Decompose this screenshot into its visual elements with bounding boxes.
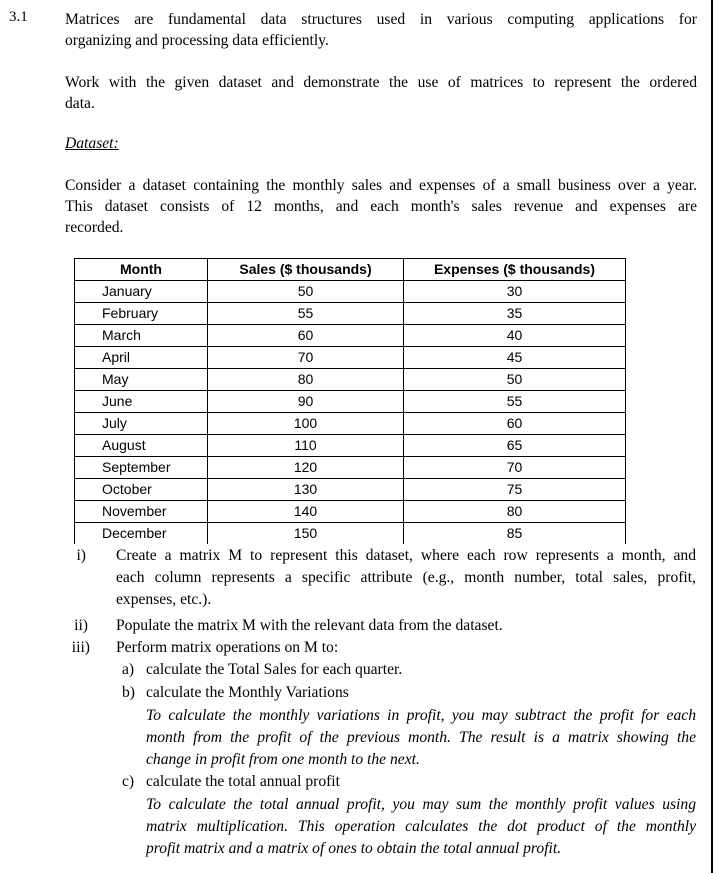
expenses-cell: 45: [404, 347, 626, 369]
table-row: [75, 369, 626, 391]
item-ii-text: Populate the matrix M with the relevant data from the dataset.: [116, 617, 503, 634]
task-paragraph: [65, 72, 697, 114]
subitem-c-note-line: matrix multiplication. This operation calculates the dot product of the monthly: [146, 818, 696, 835]
item-ii-marker: ii): [74, 617, 88, 634]
expenses-cell: 35: [404, 303, 626, 325]
intro-paragraph: [65, 9, 697, 51]
expenses-cell: 60: [404, 413, 626, 435]
dataset-line: recorded.: [65, 219, 124, 236]
table-row: [75, 325, 626, 347]
sales-expenses-table: [74, 258, 626, 544]
task-line: data.: [65, 95, 95, 112]
column-header-sales: Sales ($ thousands): [208, 259, 404, 281]
item-iii-marker: iii): [71, 639, 90, 656]
item-i-line: each column represents a specific attribute (e.g., month number, total sales, profit,: [116, 569, 696, 586]
subitem-a-text: calculate the Total Sales for each quarter.: [146, 661, 403, 678]
dataset-line: Consider a dataset containing the monthly sales and expenses of a small business over a year.: [65, 177, 697, 194]
subitem-b-marker: b): [122, 684, 135, 701]
table-row: [75, 391, 626, 413]
sales-cell: 60: [208, 325, 404, 347]
dataset-description: [65, 175, 697, 238]
expenses-cell: 70: [404, 457, 626, 479]
table-row: [75, 281, 626, 303]
table-row: [75, 501, 626, 523]
question-number: 3.1: [9, 9, 28, 25]
sales-cell: 110: [208, 435, 404, 457]
sales-cell: 50: [208, 281, 404, 303]
table-row: [75, 457, 626, 479]
intro-line: Matrices are fundamental data structures used in various computing applications for: [65, 11, 697, 28]
month-cell: February: [75, 303, 208, 325]
expenses-cell: 55: [404, 391, 626, 413]
subitem-c-marker: c): [122, 773, 135, 790]
month-cell: March: [75, 325, 208, 347]
sales-cell: 120: [208, 457, 404, 479]
subitem-c-note-line: To calculate the total annual profit, you may sum the monthly profit values using: [146, 796, 696, 813]
expenses-cell: 65: [404, 435, 626, 457]
table-header-row: [75, 259, 626, 281]
right-margin-rule: [711, 0, 713, 873]
expenses-cell: 50: [404, 369, 626, 391]
task-line: Work with the given dataset and demonstrate the use of matrices to represent the ordered: [65, 74, 697, 91]
item-iii-text: Perform matrix operations on M to:: [116, 639, 339, 656]
subitem-a-marker: a): [122, 661, 135, 678]
sales-cell: 100: [208, 413, 404, 435]
month-cell: December: [75, 523, 208, 545]
expenses-cell: 80: [404, 501, 626, 523]
subitem-b-note-line: month from the profit of the previous month. The result is a matrix showing the: [146, 729, 696, 746]
month-cell: May: [75, 369, 208, 391]
month-cell: November: [75, 501, 208, 523]
table-row: [75, 413, 626, 435]
month-cell: August: [75, 435, 208, 457]
intro-line: organizing and processing data efficiently.: [65, 32, 329, 49]
sales-cell: 90: [208, 391, 404, 413]
month-cell: September: [75, 457, 208, 479]
sales-cell: 140: [208, 501, 404, 523]
month-cell: October: [75, 479, 208, 501]
column-header-month: Month: [75, 259, 208, 281]
item-i-line: expenses, etc.).: [116, 591, 212, 608]
table-row: [75, 523, 626, 545]
month-cell: June: [75, 391, 208, 413]
month-cell: January: [75, 281, 208, 303]
month-cell: July: [75, 413, 208, 435]
sales-cell: 55: [208, 303, 404, 325]
item-i-marker: i): [76, 547, 86, 564]
sales-cell: 70: [208, 347, 404, 369]
dataset-heading: Dataset:: [65, 135, 119, 152]
item-i-line: Create a matrix M to represent this dataset, where each row represents a month, and: [116, 547, 696, 564]
month-cell: April: [75, 347, 208, 369]
subitem-b-text: calculate the Monthly Variations: [146, 684, 349, 701]
column-header-expenses: Expenses ($ thousands): [404, 259, 626, 281]
table-row: [75, 347, 626, 369]
expenses-cell: 85: [404, 523, 626, 545]
expenses-cell: 75: [404, 479, 626, 501]
table-row: [75, 479, 626, 501]
subitem-c-note-line: profit matrix and a matrix of ones to obtain the total annual profit.: [146, 840, 562, 857]
subitem-b-note-line: change in profit from one month to the next.: [146, 751, 420, 768]
subitem-b-note-line: To calculate the monthly variations in profit, you may subtract the profit for each: [146, 707, 696, 724]
expenses-cell: 40: [404, 325, 626, 347]
sales-cell: 150: [208, 523, 404, 545]
sales-cell: 130: [208, 479, 404, 501]
expenses-cell: 30: [404, 281, 626, 303]
subitem-c-text: calculate the total annual profit: [146, 773, 340, 790]
table-row: [75, 435, 626, 457]
table-row: [75, 303, 626, 325]
dataset-line: This dataset consists of 12 months, and each month's sales revenue and expenses are: [65, 198, 697, 215]
sales-cell: 80: [208, 369, 404, 391]
